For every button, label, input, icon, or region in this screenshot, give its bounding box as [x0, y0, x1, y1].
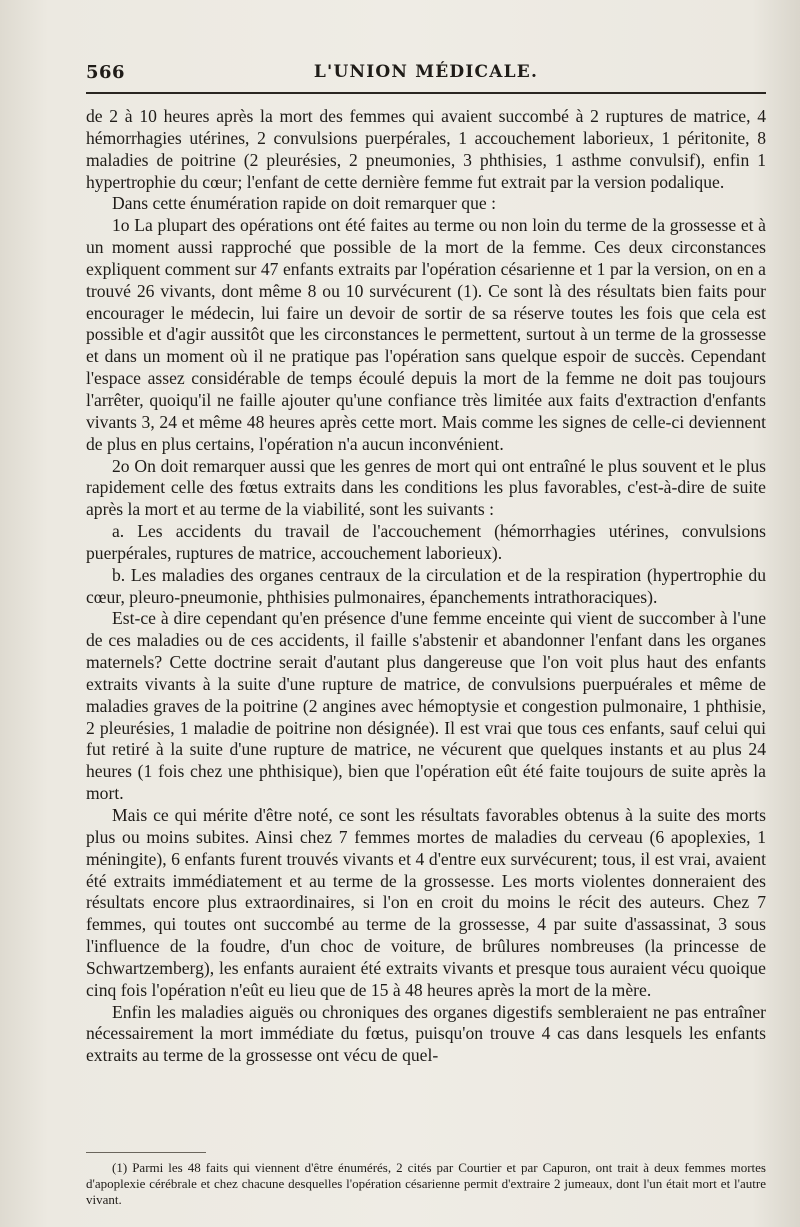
- paragraph: Enfin les maladies aiguës ou chroniques des organes digestifs sembleraient ne pas entraîner nécessairement la mort immédiate du fœtus, puisqu'on trouve 4 cas dans lesquels les enfants extraits au terme de la grossesse ont vécu de quel-: [86, 1001, 766, 1066]
- footnote: (1) Parmi les 48 faits qui viennent d'être énumérés, 2 cités par Courtier et par Capuron, ont trait à deux femmes mortes d'apoplexie cérébrale et chez chacune desquelles l'opération césarienne permit d'extraire 2 jumeaux, dont l'un était mort et l'autre vivant.: [86, 1160, 766, 1207]
- footnotes: [86, 1160, 766, 1208]
- page-number: 566: [86, 62, 126, 83]
- paragraph-point-2: 2o On doit remarquer aussi que les genres de mort qui ont entraîné le plus souvent et le plus rapidement celle des fœtus extraits dans les conditions les plus favorables, c'est-à-dire de suite après la mort et au terme de la viabilité, sont les suivants :: [86, 455, 766, 520]
- footnote-separator: [86, 1152, 206, 1153]
- paragraph-point-1: 1o La plupart des opérations ont été faites au terme ou non loin du terme de la grossesse et à un moment aussi rapproché que possible de la mort de la femme. Ces deux circonstances expliquent comment sur 47 enfants extraits par l'opération césarienne et 1 par la version, on en a trouvé 26 vivants, dont même 8 ou 10 survécurent (1). Ce sont là des résultats bien faits pour encourager le médecin, lui faire un devoir de sortir de sa réserve toutes les fois que cela est possible et d'agir aussitôt que les circonstances le permettent, surtout à un terme de la grossesse et dans un moment où il ne pratique pas l'opération sans quelque espoir de succès. Cependant l'espace assez considérable de temps écoulé depuis la mort de la femme ne doit pas toujours l'arrêter, quoiqu'il ne faille ajouter qu'une confiance très limitée aux faits d'extraction d'enfants vivants 3, 24 et même 48 heures après cette mort. Mais comme les signes de celle-ci deviennent de plus en plus certains, l'opération n'a aucun inconvénient.: [86, 215, 766, 454]
- paragraph: Dans cette énumération rapide on doit remarquer que :: [112, 193, 496, 214]
- paragraph: Mais ce qui mérite d'être noté, ce sont les résultats favorables obtenus à la suite des morts plus ou moins subites. Ainsi chez 7 femmes mortes de maladies du cerveau (6 apoplexies, 1 méningite), 6 enfants furent trouvés vivants et 4 d'entre eux survécurent; tous, il est vrai, avaient été extraits immédiatement et au terme de la grossesse. Les morts violentes donneraient des résultats encore plus extraordinaires, si l'on en croit du moins le récit des auteurs. Chez 7 femmes, qui toutes ont succombé au terme de la grossesse, 4 par suite d'assassinat, 3 sous l'influence de la foudre, d'un choc de voiture, de brûlures nombreuses (la princesse de Schwartzemberg), les enfants auraient été extraits vivants et presque tous auraient vécu quoique cinq fois l'opération n'eût eu lieu que de 15 à 48 heures après la mort de la mère.: [86, 805, 766, 1000]
- paragraph-item-a: a. Les accidents du travail de l'accouchement (hémorrhagies utérines, convulsions puerpérales, ruptures de matrice, accouchement laborieux).: [86, 521, 766, 563]
- paragraph-continued: de 2 à 10 heures après la mort des femmes qui avaient succombé à 2 ruptures de matrice, 4 hémorrhagies utérines, 2 convulsions puerpérales, 1 accouchement laborieux, 1 péritonite, 8 maladies de poitrine (2 pleurésies, 2 pneumonies, 3 phthisies, 1 asthme convulsif), enfin 1 hypertrophie du cœur; l'enfant de cette dernière femme fut extrait par la version podalique.: [86, 106, 766, 192]
- paragraph: Est-ce à dire cependant qu'en présence d'une femme enceinte qui vient de succomber à l'une de ces maladies ou de ces accidents, il faille s'abstenir et abandonner l'enfant dans les organes maternels? Cette doctrine serait d'autant plus dangereuse que l'on voit plus haut des enfants extraits vivants à la suite d'une rupture de matrice, de convulsions puerpuérales et même de maladies graves de la poitrine (2 angines avec hémoptysie et congestion pulmonaire, 1 phthisie, 2 pleurésies, 1 maladie de poitrine non désignée). Il est vrai que tous ces enfants, sauf celui qui fut retiré à la suite d'une rupture de matrice, ne vécurent que quelques instants et au plus 24 heures (1 fois chez une phthisique), bien que l'opération eût été faite toujours de suite après la mort.: [86, 608, 766, 804]
- running-head: [86, 60, 766, 88]
- paragraph-item-b: b. Les maladies des organes centraux de la circulation et de la respiration (hypertrophie du cœur, pleuro-pneumonie, phthisies pulmonaires, épanchements intrathoraciques).: [86, 564, 766, 607]
- header-rule: [86, 92, 766, 94]
- journal-title: L'UNION MÉDICALE.: [313, 62, 539, 82]
- article-body: [86, 106, 766, 1067]
